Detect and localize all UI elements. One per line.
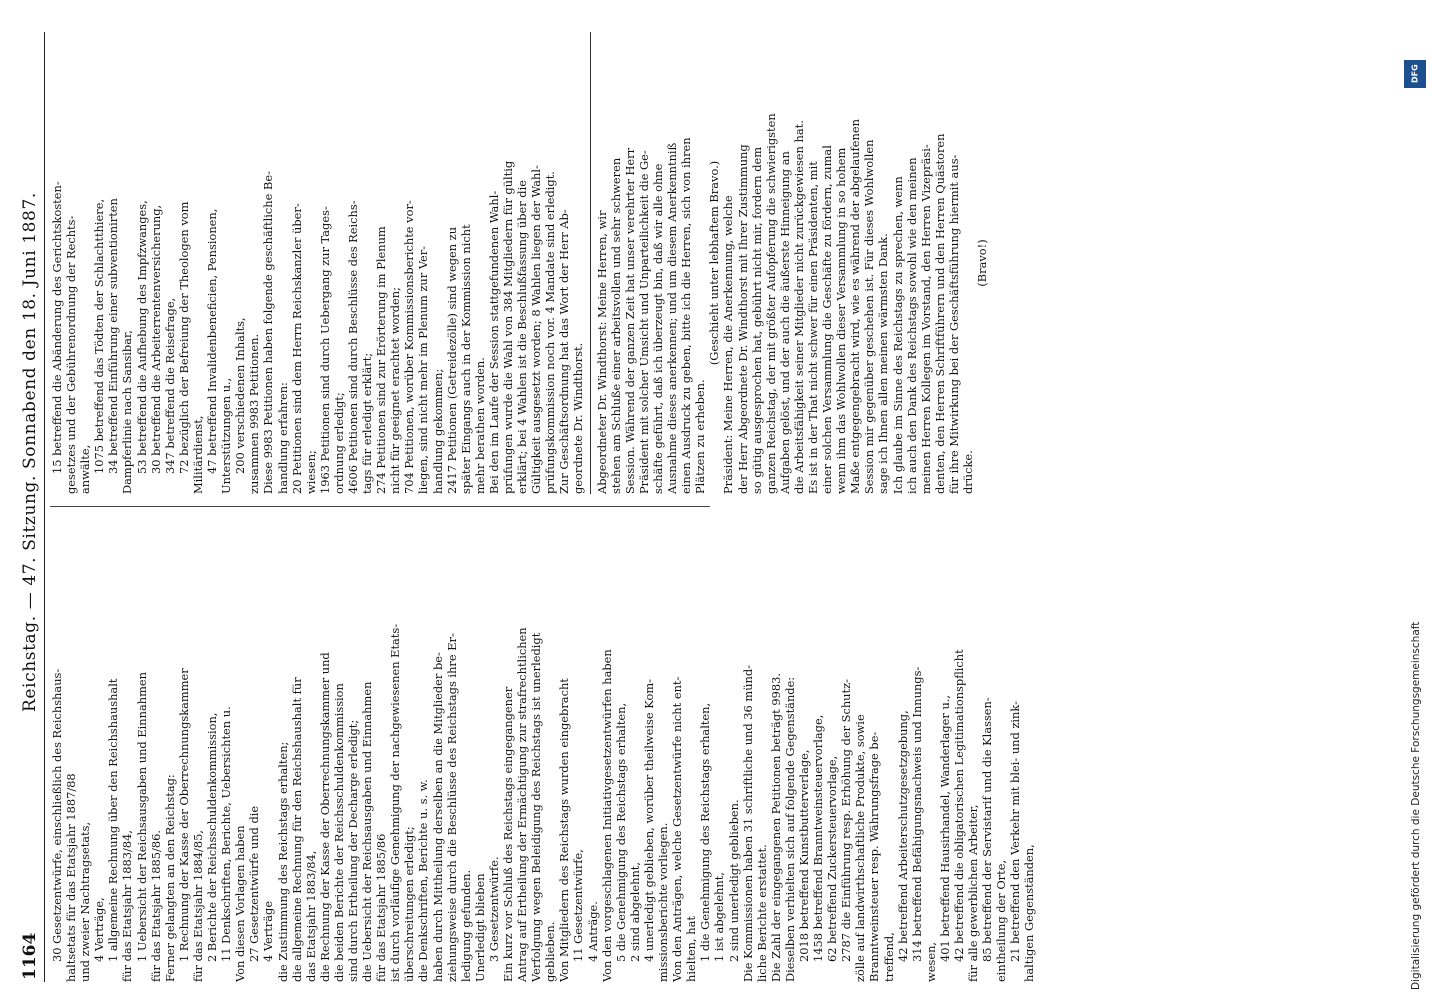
header-title: Reichstag. — 47. Sitzung. Sonnabend den 18. Juni 1887. <box>20 192 40 712</box>
text-line: Antrag auf Ertheilung der Ermächtigung zur strafrechtlichen <box>515 627 530 982</box>
text-line: 1 Rechnung der Kasse der Oberrechnungskammer <box>176 668 191 962</box>
dfg-logo: DFG <box>1404 60 1426 88</box>
text-line: (Bravo!) <box>975 239 990 287</box>
text-line: 2 sind abgelehnt, <box>627 862 642 962</box>
text-line: treffend, <box>881 932 896 982</box>
text-line: Von den Anträgen, welche Gesetzentwürfe nicht ent- <box>670 676 685 982</box>
text-line: ordnung erledigt; <box>331 392 346 494</box>
text-line: 347 betreffend die Reisefrage, <box>162 297 177 474</box>
text-line: 2417 Petitionen (Getreidezölle) sind wegen zu <box>444 226 459 494</box>
text-line: Ferner gelangten an den Reichstag: <box>162 774 177 982</box>
text-line: wiesen; <box>303 450 318 494</box>
column-divider <box>50 506 710 507</box>
section-rule <box>590 32 591 494</box>
text-line: 704 Petitionen, worüber Kommissionsberichte vor- <box>402 200 417 494</box>
text-line: Unterstützungen u., <box>219 377 234 494</box>
text-line: liegen, sind nicht mehr im Plenum zur Ver- <box>416 245 431 494</box>
text-line: Abgeordneter Dr. Windthorst: Meine Herren, wir <box>594 210 609 494</box>
text-line: 1075 betreffend das Tödten der Schlachtthiere, <box>92 198 107 474</box>
text-line: Die Kommissionen haben 31 schriftliche und 36 münd- <box>740 664 755 982</box>
text-line: Dampferlinie nach Sansibar, <box>120 330 135 494</box>
text-line: drücke. <box>961 450 975 494</box>
text-line: die Rechnung der Kasse der Oberrechnungskammer und <box>317 652 332 982</box>
text-line: 20 Petitionen sind dem Herrn Reichskanzler über- <box>289 203 304 494</box>
text-line: handlung gekommen; <box>430 368 445 494</box>
text-line: 1 Uebersicht der Reichsausgaben und Einnahmen <box>134 672 149 962</box>
text-line: die Zustimmung des Reichstags erhalten; <box>275 741 290 982</box>
text-line: 4 Verträge, <box>92 897 107 962</box>
text-line: und zweier Nachtragsetats, <box>78 821 93 982</box>
text-line: meinen Herren Kollegen im Vorstand, den Herren Vizepräsi- <box>918 144 933 494</box>
text-line: 27 Gesetzentwürfe und die <box>247 805 262 962</box>
text-line: Es ist in der That nicht schwer für einen Präsidenten, mit <box>805 161 820 494</box>
text-line: Diese 9983 Petitionen haben folgende geschäftliche Be- <box>261 171 276 494</box>
text-line: 11 Gesetzentwürfe, <box>571 849 586 962</box>
text-line: Von diesen Vorlagen haben <box>233 825 248 982</box>
text-line: Session. Während der ganzen Zeit hat unser verehrter Herr <box>622 147 637 494</box>
page-number: 1164 <box>20 932 40 980</box>
text-line: Maße entgegengebracht wird, wie es während der abgelaufenen <box>848 119 863 494</box>
digitization-credit: Digitalisierung gefördert durch die Deutsche Forschungsgemeinschaft <box>1410 621 1422 990</box>
text-line: 1963 Petitionen sind durch Uebergang zur Tages- <box>317 206 332 494</box>
text-line: so gütig ausgesprochen hat, gebührt nicht mir, fordern dem <box>749 146 764 494</box>
text-line: ledigung gefunden. <box>458 869 473 982</box>
text-line: 85 betreffend der Servistarif und die Klassen- <box>980 697 995 962</box>
text-line: anwälte, <box>78 444 93 494</box>
text-line: 30 betreffend die Arbeiterrentenversicherung, <box>148 204 163 474</box>
text-line: einen Ausdruck zu geben, bitte ich die Herren, sich von ihren <box>679 137 694 494</box>
text-line: schäfte geführt, daß ich überzeugt bin, daß wir alle ohne <box>650 163 665 494</box>
text-line: haben durch Mittheilung derselben an die Mitglieder be- <box>430 652 445 982</box>
text-line: das Etatsjahr 1883/84, <box>303 850 318 982</box>
text-line: für das Etatsjahr 1883/84, <box>120 830 135 982</box>
running-header <box>18 32 45 982</box>
text-line: für das Etatsjahr 1884/85, <box>190 830 205 982</box>
text-line: 4 Anträge. <box>585 901 600 962</box>
text-line: 47 betreffend Invalidenbeneficien, Pensionen, <box>205 208 220 474</box>
text-line: für das Etatsjahr 1885/86. <box>148 830 163 982</box>
text-line: 2787 die Einführung resp. Erhöhung der Schutz- <box>839 679 854 962</box>
text-line: der Herr Abgeordnete Dr. Windthorst mit Ihrer Zustimmung <box>735 144 750 494</box>
text-line: Gültigkeit ausgesetzt worden; 8 Wahlen liegen der Wahl- <box>529 165 544 494</box>
text-line: gesetzes und der Gebührenordnung der Rechts- <box>64 215 79 494</box>
text-line: 42 betreffend Arbeiterschutzgesetzgebung, <box>895 710 910 962</box>
text-line: 1 die Genehmigung des Reichstags erhalten, <box>698 702 713 962</box>
text-line: 4606 Petitionen sind durch Beschlüsse des Reichs- <box>345 200 360 494</box>
text-line: 1 allgemeine Rechnung über den Reichshaushalt <box>106 678 121 962</box>
text-line: 2018 betreffend Kunstbutterverlage, <box>796 749 811 962</box>
text-line: zusammen 9983 Petitionen. <box>247 333 262 494</box>
text-line: für ihre Mitwirkung bei der Geschäftsführung hiermit aus- <box>946 154 961 494</box>
text-line: Verfolgung wegen Beleidigung des Reichstags ist unerledigt <box>529 632 544 982</box>
text-line: Zur Geschäftsordnung hat das Wort der Herr Ab- <box>557 209 572 494</box>
text-line: 314 betreffend Befähigungsnachweis und Innungs- <box>909 666 924 962</box>
text-line: ich auch den Dank des Reichstags sowohl wie den meinen <box>904 157 919 494</box>
text-line: tags für erledigt erklärt; <box>360 352 375 494</box>
text-line: eintheilung der Orte, <box>994 859 1009 982</box>
text-line: Ein kurz vor Schluß des Reichstags eingegangener <box>501 686 515 982</box>
text-line: Von Mitgliedern des Reichstags wurden eingebracht <box>557 678 572 982</box>
text-line: denten, den Herren Schriftführern und den Herren Quästoren <box>932 133 947 494</box>
left-column <box>50 520 1037 982</box>
text-line: überschreitungen erledigt; <box>402 826 417 982</box>
text-line: ziehungsweise durch die Beschlüsse des Reichstags ihre Er- <box>444 633 459 982</box>
text-line: 4 unerledigt geblieben, worüber theilweise Kom- <box>641 679 656 962</box>
text-line: geordnete Dr. Windthorst. <box>571 342 586 494</box>
text-line: 62 betreffend Zuckersteuervorlage, <box>825 755 840 962</box>
text-line: haltigen Gegenständen, <box>1022 844 1037 982</box>
text-line: 15 betreffend die Abänderung des Gerichtskosten- <box>50 181 64 474</box>
text-line: 1 ist abgelehnt, <box>712 872 727 962</box>
text-line: Präsident mit solcher Umsicht und Unparteilichkeit die Ge- <box>636 150 651 494</box>
text-line: 274 Petitionen sind zur Erörterung im Plenum <box>374 226 389 494</box>
text-line: missionsberichte vorliegen. <box>656 822 671 982</box>
text-line: erklärt; bei 4 Wahlen ist die Beschlußfassung über die <box>515 180 530 494</box>
text-line: hielten, hat <box>684 916 699 982</box>
text-line: prüfungen wurde die Wahl von 384 Mitgliedern für gültig <box>501 160 515 494</box>
text-line: liche Berichte erstattet. <box>754 844 769 982</box>
text-line: die allgemeine Rechnung für den Reichshaushalt für <box>289 677 304 982</box>
text-line: ist durch vorläufige Genehmigung der nachgewiesenen Etats- <box>388 623 403 982</box>
text-line: später Eingangs auch in der Kommission nicht <box>458 224 473 494</box>
text-line: (Geschieht unter lebhaftem Bravo.) <box>707 160 722 366</box>
text-line: Präsident: Meine Herren, die Anerkennung, welche <box>721 195 736 494</box>
text-line: wenn ihm das Wohlwollen dieser Versammlung in so hohem <box>834 147 849 494</box>
text-line: Ausnahme dieses anerkennen; und um diesem Anerkenntniß <box>665 142 680 494</box>
text-line: die Uebersicht der Reichsausgaben und Einnahmen <box>360 681 375 982</box>
text-line: Branntweinsteuer resp. Währungsfrage be- <box>867 731 882 982</box>
text-line: nicht für geeignet erachtet worden; <box>388 287 403 494</box>
rotated-page <box>18 32 1037 982</box>
text-line: 11 Denkschriften, Berichte, Uebersichten u. <box>219 706 234 962</box>
text-line: einer solchen Versammlung die Geschäfte zu fördern, zumal <box>820 145 835 494</box>
text-line: Aufgaben gelöst, und der auch die äußerste Hinneigung an <box>777 151 792 494</box>
text-line: Session mir gegenüber geschehen ist. Für dieses Wohlwollen <box>862 139 877 494</box>
text-line: Unerledigt blieben <box>472 873 487 982</box>
text-line: Militärdienst, <box>190 415 205 494</box>
text-line: die Arbeitsfähigkeit seiner Mitglieder nicht zurückgewiesen hat. <box>791 120 806 494</box>
text-line: Dieselben verhielten sich auf folgende Gegenstände: <box>782 676 797 982</box>
text-line: 30 Gesetzentwürfe, einschließlich des Reichshaus- <box>50 668 64 962</box>
text-line: 4 Verträge <box>261 900 276 962</box>
text-line: Von den vorgeschlagenen Initiativgesetzentwürfen haben <box>599 649 614 982</box>
text-line: 42 betreffend die obligatorischen Legitimationspflicht <box>952 649 966 962</box>
text-line: mehr berathen worden. <box>472 357 487 494</box>
text-line: die beiden Berichte der Reichsschuldenkommission <box>331 683 346 982</box>
text-line: Die Zahl der eingegangenen Petitionen beträgt 9983. <box>768 673 783 982</box>
text-line: sind durch Ertheilung der Decharge erledigt; <box>345 719 360 982</box>
text-line: Plätzen zu erheben. <box>693 379 708 494</box>
text-line: haltsetats für das Etatsjahr 1887/88 <box>64 773 79 982</box>
text-line: prüfungskommission noch vor. 4 Mandate sind erledigt. <box>543 171 558 494</box>
text-line: für alle gewerblichen Arbeiter, <box>966 804 981 982</box>
text-line: Ich glaube im Sinne des Reichstags zu sprechen, wenn <box>890 176 905 494</box>
text-line: die Denkschriften, Berichte u. s. w. <box>416 779 431 982</box>
text-line: für das Etatsjahr 1885/86 <box>374 833 389 982</box>
text-line: 1458 betreffend Branntweinsteuervorlage, <box>811 714 826 962</box>
text-line: 5 die Genehmigung des Reichstags erhalten, <box>613 702 628 962</box>
text-line: ganzen Reichstag, der mit größter Aufopferung die schwierigsten <box>763 113 778 494</box>
text-line: 21 betreffend den Verkehr mit blei- und zink- <box>1008 701 1023 962</box>
text-line: wesen, <box>923 941 938 982</box>
text-line: stehen am Schluße einer arbeitsvollen und sehr schweren <box>608 157 623 494</box>
text-line: Bei den im Laufe der Session stattgefundenen Wahl- <box>486 190 501 494</box>
text-line: 72 bezüglich der Befreiung der Theologen vom <box>176 201 191 474</box>
text-line: handlung erfahren: <box>275 382 290 494</box>
right-column <box>50 32 989 494</box>
text-line: 53 betreffend die Aufhebung des Impfzwanges, <box>134 200 149 474</box>
text-line: 401 betreffend Hausirhandel, Wanderlager u., <box>937 694 952 962</box>
text-line: 34 betreffend Einführung einer subventionirten <box>106 198 121 474</box>
text-line: 200 verschiedenen Inhalts, <box>233 317 248 474</box>
text-line: 3 Gesetzentwürfe. <box>486 856 501 962</box>
text-line: sage ich Ihnen allen meinen wärmsten Dank. <box>876 233 891 494</box>
text-line: zölle auf landwirthschaftliche Produkte, sowie <box>853 714 868 982</box>
text-line: geblieben. <box>543 921 558 982</box>
text-line: 2 Berichte der Reichsschuldenkommission, <box>205 712 220 962</box>
text-line: 2 sind unerledigt geblieben. <box>726 799 741 962</box>
